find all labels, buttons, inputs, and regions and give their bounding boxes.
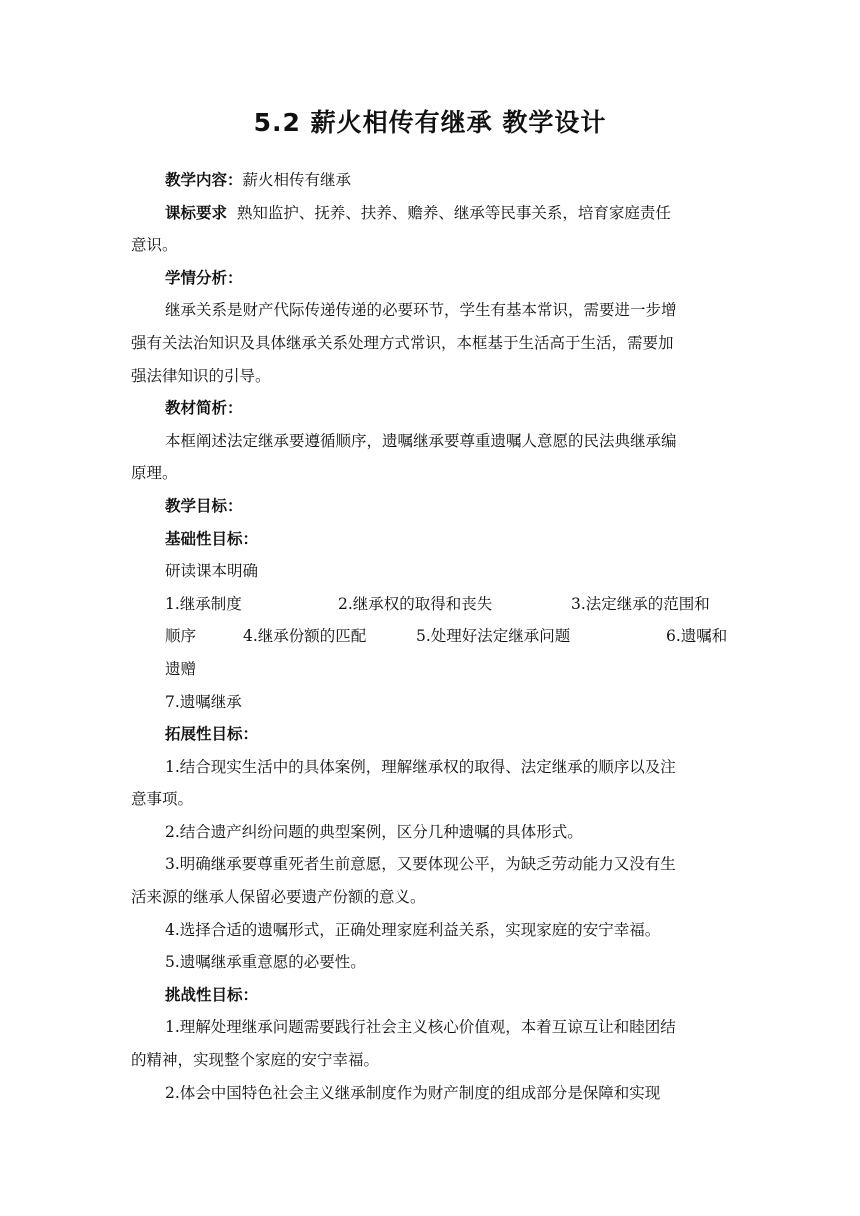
list-item: 2.继承权的取得和丧失 <box>338 594 493 613</box>
basic-goals-label: 基础性目标： <box>165 529 259 548</box>
challenge-goal-1: 1.理解处理继承问题需要践行社会主义核心价值观，本着互谅互让和睦团结 <box>165 1018 676 1037</box>
list-item: 1.继承制度 <box>165 594 242 613</box>
list-item: 4.继承份额的匹配 <box>243 627 367 646</box>
learner-analysis-line3: 强法律知识的引导。 <box>131 366 271 385</box>
extended-goals-label: 拓展性目标： <box>165 725 259 744</box>
basic-goals-row2 <box>131 620 731 653</box>
challenge-goal-2: 2.体会中国特色社会主义继承制度作为财产制度的组成部分是保障和实现 <box>165 1083 661 1102</box>
teaching-content-line <box>131 164 731 197</box>
material-analysis-line2: 原理。 <box>131 464 178 483</box>
list-item: 3.法定继承的范围和 <box>571 594 710 613</box>
curriculum-line <box>131 197 731 230</box>
document-title: 5.2 薪火相传有继承 教学设计 <box>253 108 607 137</box>
basic-goals-row3: 遗赠 <box>165 659 197 678</box>
basic-goals-row1 <box>131 588 731 621</box>
challenge-goals-label: 挑战性目标： <box>165 985 259 1004</box>
challenge-goal-1-continued: 的精神，实现整个家庭的安宁幸福。 <box>131 1051 380 1070</box>
goals-label: 教学目标： <box>165 496 243 515</box>
curriculum-text: 熟知监护、抚养、扶养、赡养、继承等民事关系，培育家庭责任 <box>236 203 671 222</box>
curriculum-text-continued: 意识。 <box>131 236 178 255</box>
extended-goal-2: 2.结合遗产纠纷问题的典型案例，区分几种遗嘱的具体形式。 <box>165 822 583 841</box>
material-analysis-label: 教材简析： <box>165 399 243 418</box>
teaching-content-label: 教学内容： <box>165 171 243 189</box>
list-item: 5.处理好法定继承问题 <box>416 627 571 646</box>
extended-goal-3-continued: 活来源的继承人保留必要遗产份额的意义。 <box>131 888 426 907</box>
extended-goal-1-continued: 意事项。 <box>131 790 194 809</box>
learner-analysis-label: 学情分析： <box>165 268 243 287</box>
material-analysis-line1: 本框阐述法定继承要遵循顺序，遗嘱继承要尊重遗嘱人意愿的民法典继承编 <box>165 431 677 450</box>
extended-goal-3: 3.明确继承要尊重死者生前意愿，又要体现公平，为缺乏劳动能力又没有生 <box>165 855 676 874</box>
document-body <box>131 164 731 1109</box>
extended-goal-1: 1.结合现实生活中的具体案例，理解继承权的取得、法定继承的顺序以及注 <box>165 757 676 776</box>
learner-analysis-line1: 继承关系是财产代际传递传递的必要环节，学生有基本常识，需要进一步增 <box>165 301 677 320</box>
extended-goal-5: 5.遗嘱继承重意愿的必要性。 <box>165 953 366 972</box>
list-item: 6.遗嘱和 <box>666 627 728 646</box>
basic-goals-intro: 研读课本明确 <box>165 562 259 581</box>
teaching-content-value: 薪火相传有继承 <box>242 171 352 189</box>
learner-analysis-line2: 强有关法治知识及具体继承关系处理方式常识，本框基于生活高于生活，需要加 <box>131 333 674 352</box>
basic-goals-row4: 7.遗嘱继承 <box>165 692 242 711</box>
extended-goal-4: 4.选择合适的遗嘱形式，正确处理家庭利益关系，实现家庭的安宁幸福。 <box>165 920 661 939</box>
list-item: 顺序 <box>165 627 197 646</box>
curriculum-label: 课标要求 <box>165 203 228 222</box>
